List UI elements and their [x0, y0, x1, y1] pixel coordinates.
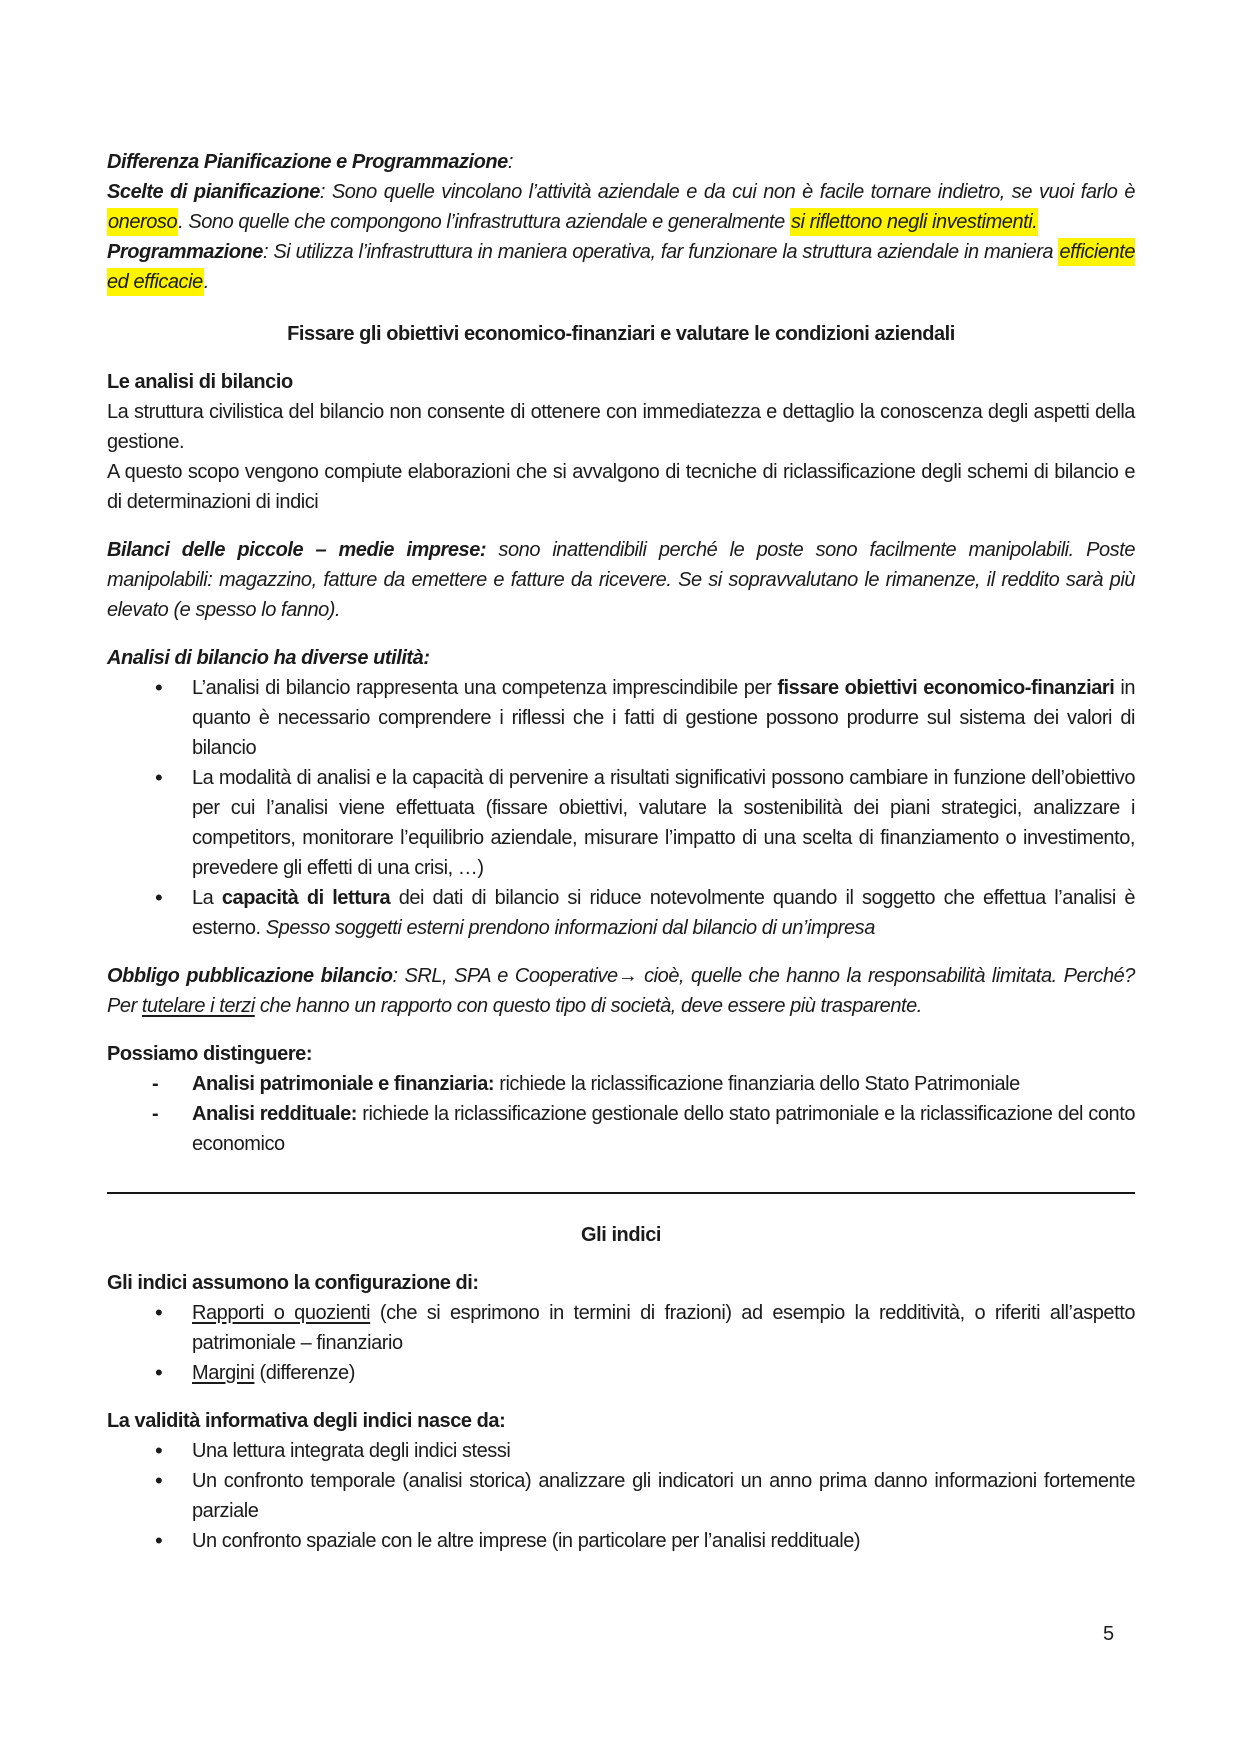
list-item: [107, 763, 1135, 883]
text-run: efficiente ed efficacie: [107, 238, 1135, 296]
text-run: in quanto è necessario comprendere i riflessi che i fatti di gestione possono produrre sul sistema dei valori di bilancio: [192, 677, 1135, 759]
text-run: La validità informativa degli indici nasce da:: [107, 1410, 506, 1432]
list-item: [107, 1526, 1135, 1556]
text-run: Bilanci delle piccole – medie imprese:: [107, 539, 487, 561]
document-content: [107, 0, 1135, 1556]
text-run: Fissare gli obiettivi economico-finanziari e valutare le condizioni aziendali: [287, 323, 955, 345]
text-run: richiede la riclassificazione gestionale dello stato patrimoniale e la riclassificazione del conto economico: [192, 1103, 1135, 1155]
text-run: Gli indici assumono la configurazione di:: [107, 1272, 479, 1294]
text-run: . Sono quelle che compongono l’infrastruttura aziendale e generalmente: [178, 211, 790, 233]
text-run: Un confronto temporale (analisi storica) analizzare gli indicatori un anno prima danno informazioni fortemente parziale: [192, 1470, 1135, 1522]
text-run: tutelare i terzi: [141, 995, 255, 1017]
heading-le-analisi-di-bilancio: [107, 367, 1135, 397]
text-run: L’analisi di bilancio rappresenta una competenza imprescindibile per: [192, 677, 778, 699]
text-run: fissare obiettivi economico-finanziari: [777, 677, 1115, 699]
para-programmazione: [107, 237, 1135, 297]
text-run: Programmazione: [107, 241, 263, 263]
text-run: La: [192, 887, 222, 909]
list-item: [107, 1069, 1135, 1099]
list-item: [107, 883, 1135, 943]
text-run: Rapporti o quozienti: [192, 1302, 371, 1324]
list-item: [107, 1099, 1135, 1159]
text-run: : Sono quelle vincolano l’attività aziendale e da cui non è facile tornare indietro, se vuoi farlo è: [319, 181, 1135, 203]
text-run: (differenze): [254, 1362, 355, 1384]
list-item: [107, 1298, 1135, 1358]
text-run: :: [507, 151, 513, 173]
text-run: La struttura civilistica del bilancio non consente di ottenere con immediatezza e dettaglio la conoscenza degli aspetti della gestione.: [107, 401, 1135, 453]
text-run: La modalità di analisi e la capacità di pervenire a risultati significativi possono cambiare in funzione dell’obiettivo per cui l’analisi viene effettuata (fissare obiettivi, valutare la sostenibilità dei piani strategici, analizzare i competitors, monitorare l’equilibrio aziendale, misurare l’impatto di una scelta di finanziamento o investimento, prevedere gli effetti di una crisi, …): [192, 767, 1135, 879]
para-scelte-pianificazione: [107, 177, 1135, 237]
para-a-questo-scopo: [107, 457, 1135, 517]
text-run: : SRL, SPA e Cooperative→ cioè, quelle che hanno la responsabilità limitata. Perché? Per: [107, 965, 1135, 1017]
heading-gli-indici: [107, 1220, 1135, 1250]
list-item: [107, 673, 1135, 763]
text-run: si riflettono negli investimenti.: [790, 208, 1038, 236]
page-number: 5: [1103, 1623, 1115, 1645]
heading-indici-configurazione: [107, 1268, 1135, 1298]
text-run: Analisi patrimoniale e finanziaria:: [192, 1073, 495, 1095]
text-run: sono inattendibili perché le poste sono facilmente manipolabili. Poste manipolabili: magazzino, fatture da emettere e fatture da ricevere. Se si sopravvalutano le rimanenze, il reddito sarà più elevato (e spesso lo fanno).: [107, 539, 1135, 621]
text-run: richiede la riclassificazione finanziaria dello Stato Patrimoniale: [494, 1073, 1020, 1095]
text-run: Gli indici: [581, 1224, 661, 1246]
text-run: oneroso: [107, 208, 178, 236]
para-bilanci-piccole-medie: [107, 535, 1135, 625]
text-run: capacità di lettura: [221, 887, 391, 909]
list-utilita-analisi: [107, 673, 1135, 943]
text-run: Possiamo distinguere: [107, 1043, 306, 1065]
section-divider: [107, 1192, 1135, 1194]
heading-validita-informativa: [107, 1406, 1135, 1436]
list-tipi-analisi: [107, 1069, 1135, 1159]
text-run: Un confronto spaziale con le altre imprese (in particolare per l’analisi reddituale): [192, 1530, 861, 1552]
text-run: Analisi reddituale:: [192, 1103, 357, 1125]
list-item: [107, 1358, 1135, 1388]
list-configurazione-indici: [107, 1298, 1135, 1388]
text-run: :: [305, 1043, 313, 1065]
text-run: : Si utilizza l’infrastruttura in maniera operativa, far funzionare la struttura aziendale in maniera: [262, 241, 1059, 263]
list-item: [107, 1436, 1135, 1466]
text-run: A questo scopo vengono compiute elaborazioni che si avvalgono di tecniche di riclassificazione degli schemi di bilancio e di determinazioni di indici: [107, 461, 1135, 513]
list-validita-indici: [107, 1436, 1135, 1556]
text-run: Spesso soggetti esterni prendono informazioni dal bilancio di un’impresa: [265, 917, 875, 939]
text-run: Obbligo pubblicazione bilancio: [107, 965, 393, 987]
para-obbligo-pubblicazione: [107, 961, 1135, 1021]
para-differenza-title: [107, 147, 1135, 177]
text-run: che hanno un rapporto con questo tipo di società, deve essere più trasparente.: [254, 995, 922, 1017]
text-run: Differenza Pianificazione e Programmazione: [107, 151, 508, 173]
text-run: (che si esprimono in termini di frazioni) ad esempio la redditività, o riferiti all’aspetto patrimoniale – finanziario: [192, 1302, 1135, 1354]
text-run: .: [203, 271, 209, 293]
text-run: Margini: [192, 1362, 255, 1384]
para-struttura-civilistica: [107, 397, 1135, 457]
text-run: Scelte di pianificazione: [107, 181, 320, 203]
text-run: dei dati di bilancio si riduce notevolmente quando il soggetto che effettua l’analisi è esterno.: [192, 887, 1136, 939]
list-item: [107, 1466, 1135, 1526]
heading-fissare-obiettivi: [107, 319, 1135, 349]
text-run: Una lettura integrata degli indici stessi: [192, 1440, 511, 1462]
heading-analisi-utilita: [107, 643, 1135, 673]
text-run: Analisi di bilancio ha diverse utilità:: [107, 647, 430, 669]
heading-possiamo-distinguere: [107, 1039, 1135, 1069]
text-run: Le analisi di bilancio: [107, 371, 293, 393]
